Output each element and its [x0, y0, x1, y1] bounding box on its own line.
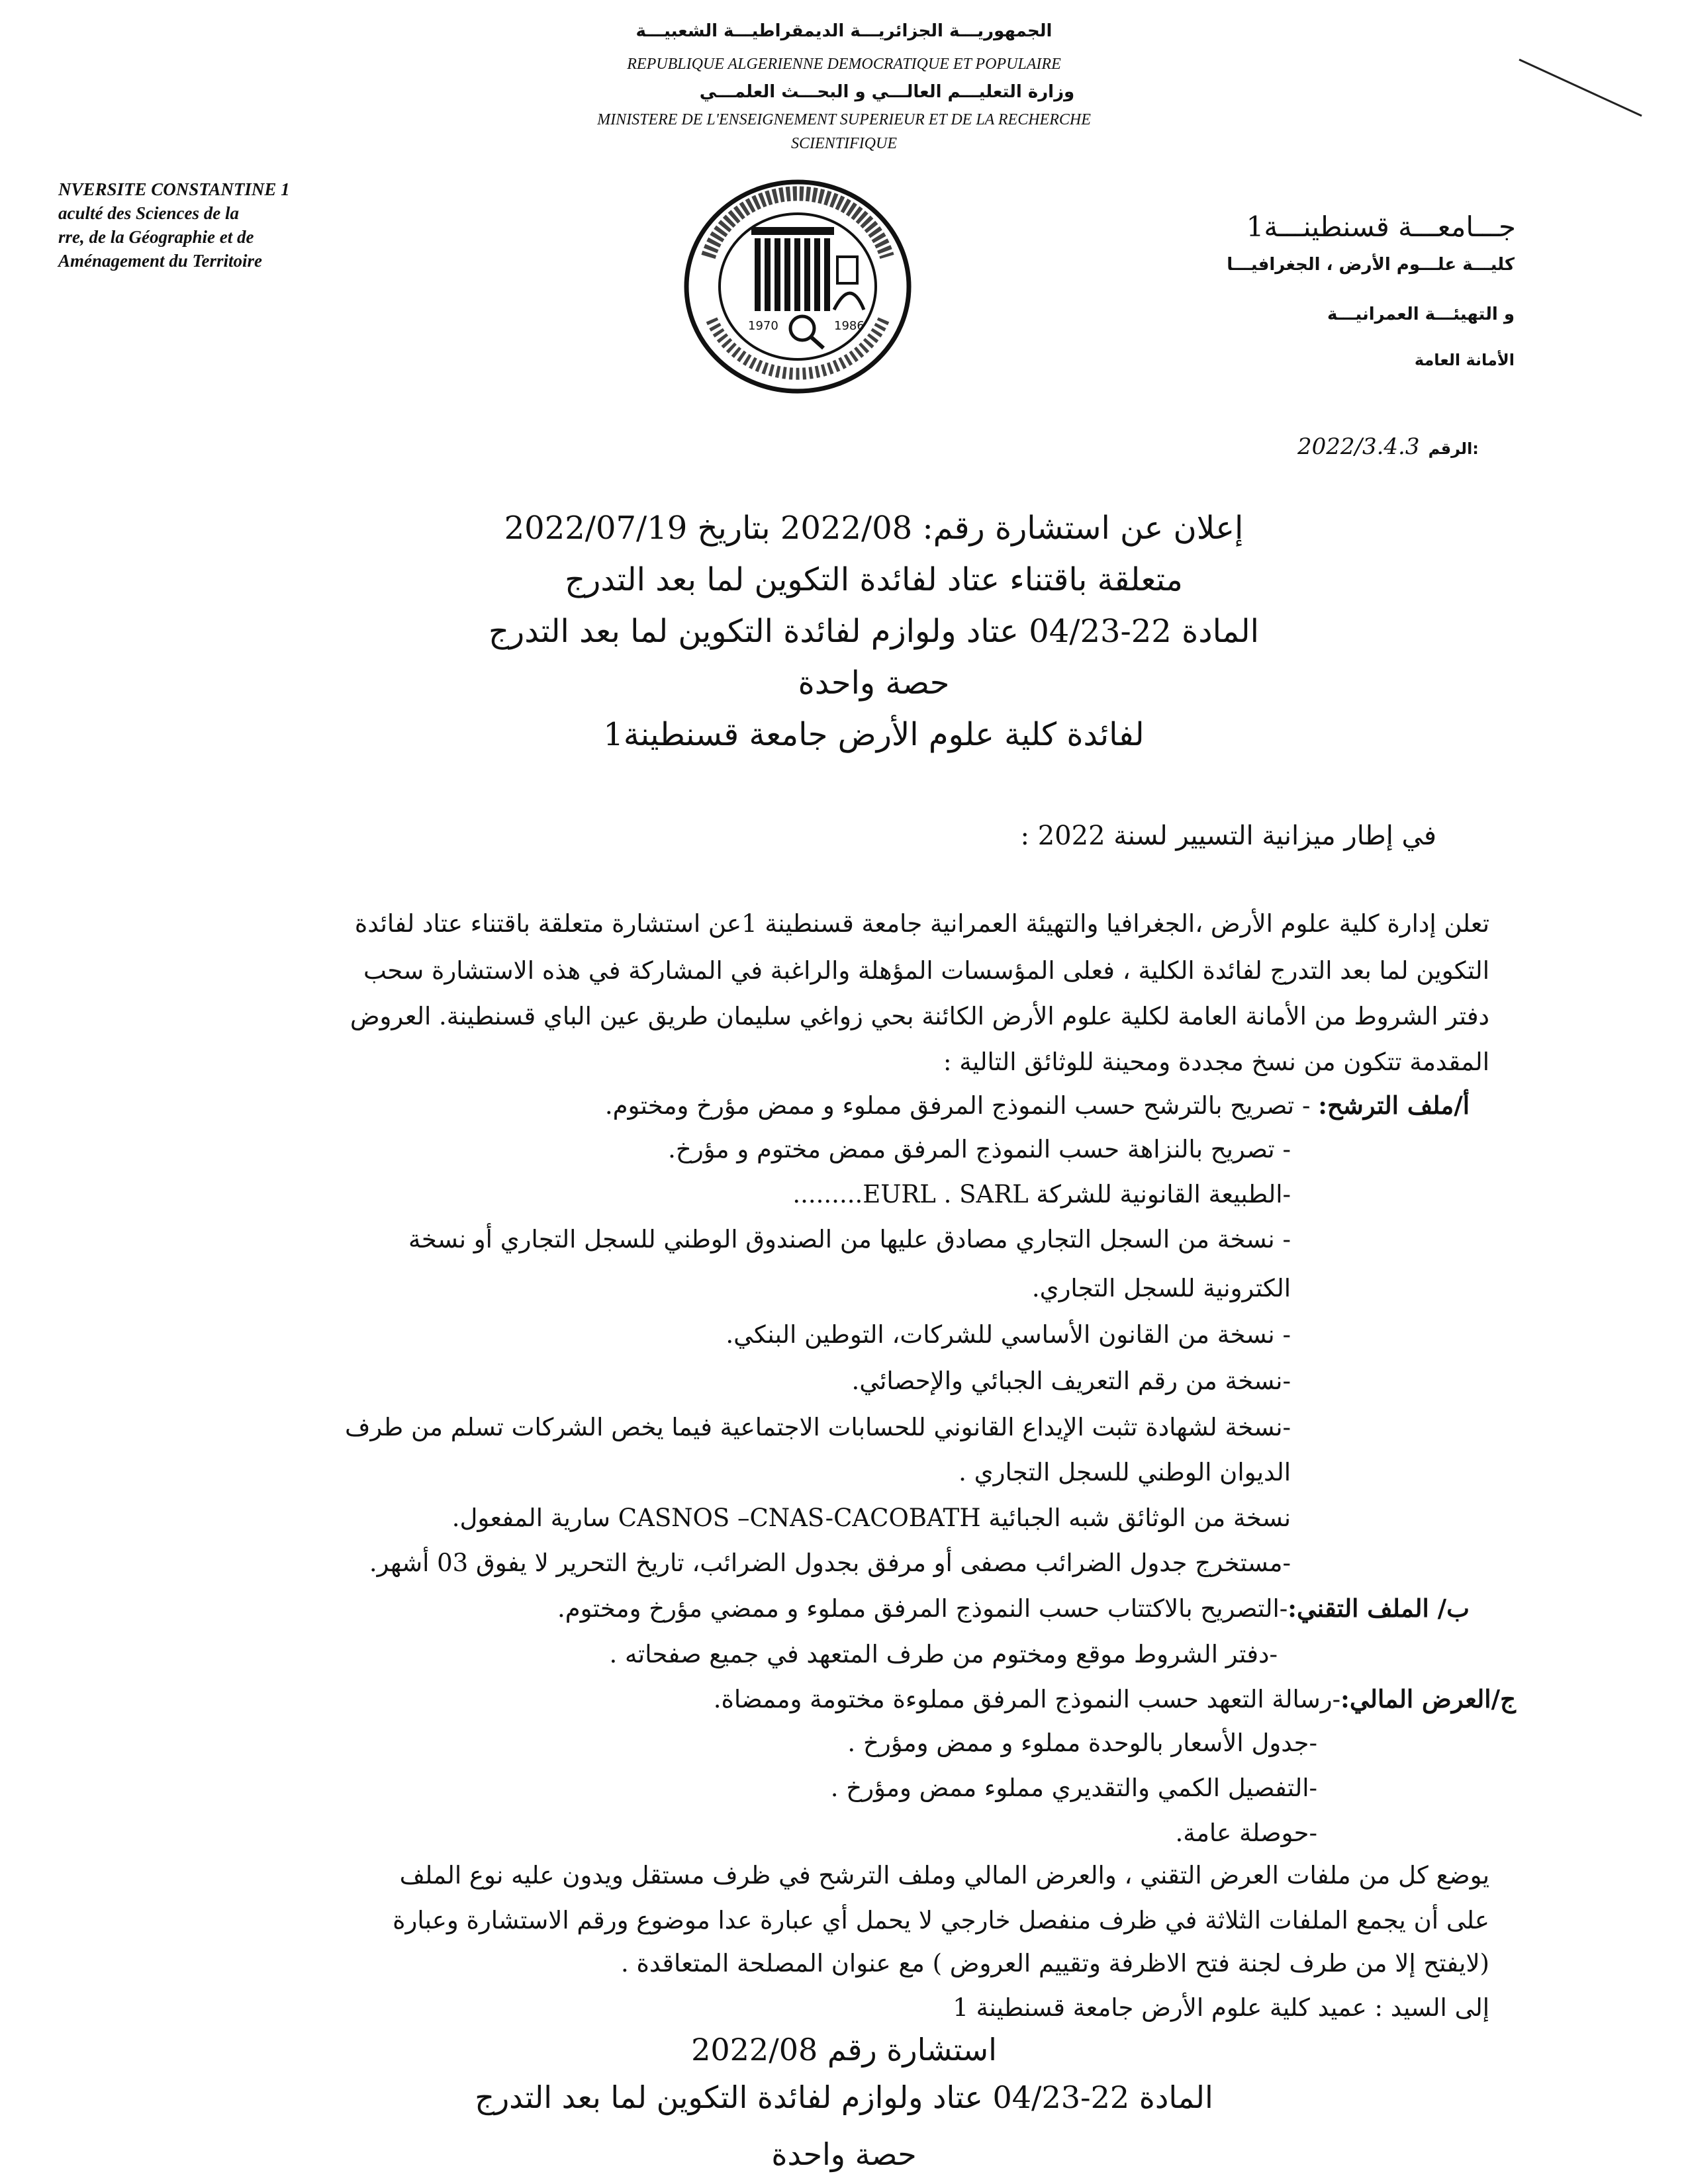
intro-line2: التكوين لما بعد التدرج لفائدة الكلية ، فعلى المؤسسات المؤهلة والراغبة في المشاركة في هذه الاستشارة سحب — [363, 956, 1489, 985]
header-republic-ar: الجمهوريـــة الجزائريـــة الديمقراطيـــة الشعبيـــة — [635, 21, 1053, 41]
header-ministry-fr: MINISTERE DE L'ENSEIGNEMENT SUPERIEUR ET DE LA RECHERCHE — [597, 111, 1091, 128]
lot-line: حصة واحدة — [771, 2136, 917, 2172]
section-a-item1: - تصريح بالترشح حسب النموذج المرفق مملوء و ممض مؤرخ ومختوم. — [604, 1091, 1319, 1120]
title-line4: حصة واحدة — [798, 664, 950, 702]
faculty-block-fr — [58, 177, 290, 273]
section-b-item2: -دفتر الشروط موقع ومختوم من طرف المتعهد في جميع صفحاته . — [609, 1640, 1278, 1668]
faculty-ar-line3: و التهيئـــة العمرانيـــة — [1327, 304, 1515, 324]
faculty-block-ar — [1246, 210, 1516, 243]
article-line: المادة 22-04/23 عتاد ولوازم لفائدة التكوين لما بعد التدرج — [475, 2079, 1213, 2115]
scan-artifact — [1516, 46, 1648, 126]
reference-number — [1297, 433, 1479, 460]
closing-line1: يوضع كل من ملفات العرض التقني ، والعرض المالي وملف الترشح في ظرف مستقل ويدون عليه نوع الملف — [399, 1861, 1489, 1889]
budget-line: في إطار ميزانية التسيير لسنة 2022 : — [1020, 821, 1436, 851]
closing-line2: على أن يجمع الملفات الثلاثة في ظرف منفصل خارجي لا يحمل أي عبارة عدا موضوع ورقم الاستشارة وعبارة — [393, 1906, 1489, 1934]
section-a-label: أ/ملف الترشح: — [1318, 1091, 1470, 1120]
title-line5: لفائدة كلية علوم الأرض جامعة قسنطينة1 — [603, 716, 1145, 753]
closing-line3: (لايفتح إلا من طرف لجنة فتح الاظرفة وتقييم العروض ) مع عنوان المصلحة المتعاقدة . — [620, 1949, 1489, 1978]
reference-value: 2022/3.4.3 — [1297, 433, 1420, 460]
consultation-number: استشارة رقم 2022/08 — [691, 2032, 997, 2068]
section-c-item1: -رسالة التعهد حسب النموذج المرفق مملوءة مختومة وممضاة. — [713, 1685, 1341, 1713]
section-c-label: ج/العرض المالي: — [1340, 1684, 1516, 1713]
section-c-line1 — [714, 1684, 1516, 1713]
section-c-item2: -جدول الأسعار بالوحدة مملوء و ممض ومؤرخ . — [847, 1729, 1317, 1757]
header-ministry-fr-2: SCIENTIFIQUE — [791, 135, 897, 152]
section-b-label: ب/ الملف التقني: — [1288, 1594, 1470, 1623]
university-logo — [682, 177, 914, 396]
intro-line4: المقدمة تتكون من نسخ مجددة ومحينة للوثائق التالية : — [943, 1048, 1489, 1076]
faculty-ar-line2-wrap — [1227, 255, 1515, 275]
faculty-ar-line2: كليـــة علـــوم الأرض ، الجغرافيـــا — [1227, 255, 1515, 275]
section-a-item11: -مستخرج جدول الضرائب مصفى أو مرفق بجدول الضرائب، تاريخ التحرير لا يفوق 03 أشهر. — [369, 1549, 1291, 1577]
faculty-fr-line1: NVERSITE CONSTANTINE 1 — [58, 179, 290, 199]
secretariat-wrap — [1415, 351, 1515, 369]
secretariat-ar: الأمانة العامة — [1414, 351, 1515, 369]
section-b-item1: -التصريح بالاكتتاب حسب النموذج المرفق مملوء و ممضي مؤرخ ومختوم. — [557, 1594, 1288, 1623]
section-a-item4: - نسخة من السجل التجاري مصادق عليها من الصندوق الوطني للسجل التجاري أو نسخة — [408, 1225, 1291, 1253]
intro-line3: دفتر الشروط من الأمانة العامة لكلية علوم الأرض الكائنة بحي زواغي سليمان طريق عين الباي قسنطينة. العروض — [350, 1002, 1489, 1030]
reference-label: الرقم: — [1428, 439, 1479, 458]
intro-line1: تعلن إدارة كلية علوم الأرض ،الجغرافيا والتهيئة العمرانية جامعة قسنطينة 1عن استشارة متعلقة باقتناء عتاد لفائدة — [354, 909, 1489, 938]
header-republic-fr: REPUBLIQUE ALGERIENNE DEMOCRATIQUE ET POPULAIRE — [627, 56, 1061, 73]
svg-text:1986: 1986 — [834, 319, 865, 333]
section-a-item6: - نسخة من القانون الأساسي للشركات، التوطين البنكي. — [726, 1320, 1291, 1349]
section-a-item8: -نسخة لشهادة تثبت الإيداع القانوني للحسابات الاجتماعية فيما يخص الشركات تسلم من طرف — [345, 1413, 1291, 1441]
title-line3: المادة 22-04/23 عتاد ولوازم لفائدة التكوين لما بعد التدرج — [489, 613, 1259, 650]
addressee-line: إلى السيد : عميد كلية علوم الأرض جامعة قسنطينة 1 — [953, 1993, 1489, 2022]
section-c-item3: -التفصيل الكمي والتقديري مملوء ممض ومؤرخ . — [830, 1774, 1317, 1802]
section-a-item2: - تصريح بالنزاهة حسب النموذج المرفق ممض مختوم و مؤرخ. — [668, 1135, 1291, 1163]
svg-text:1970: 1970 — [748, 319, 778, 333]
section-a-item7: -نسخة من رقم التعريف الجبائي والإحصائي. — [851, 1367, 1291, 1395]
faculty-fr-line4: Aménagement du Territoire — [58, 251, 263, 271]
section-c-item4: -حوصلة عامة. — [1175, 1819, 1317, 1847]
title-line1: إعلان عن استشارة رقم: 2022/08 بتاريخ 2022/07/19 — [504, 510, 1244, 547]
section-a-item3: -الطبيعة القانونية للشركة EURL . SARL......... — [792, 1180, 1291, 1208]
section-b-line1 — [557, 1594, 1470, 1623]
section-a-item10: نسخة من الوثائق شبه الجبائية CASNOS –CNAS-CACOBATH سارية المفعول. — [451, 1504, 1291, 1532]
university-name-ar: جـــامعـــة قسنطينـــة1 — [1246, 210, 1516, 243]
faculty-fr-line3: rre, de la Géographie et de — [58, 227, 254, 247]
faculty-fr-line2: aculté des Sciences de la — [58, 203, 239, 223]
header-ministry-ar: وزارة التعليـــم العالـــي و البحـــث العلمـــي — [699, 82, 1075, 102]
title-line2: متعلقة باقتناء عتاد لفائدة التكوين لما بعد التدرج — [565, 561, 1183, 598]
section-a-item5: الكترونية للسجل التجاري. — [1031, 1274, 1291, 1302]
faculty-ar-line3-wrap — [1327, 304, 1515, 324]
section-a-line1 — [605, 1091, 1470, 1120]
section-a-item9: الديوان الوطني للسجل التجاري . — [959, 1458, 1291, 1486]
